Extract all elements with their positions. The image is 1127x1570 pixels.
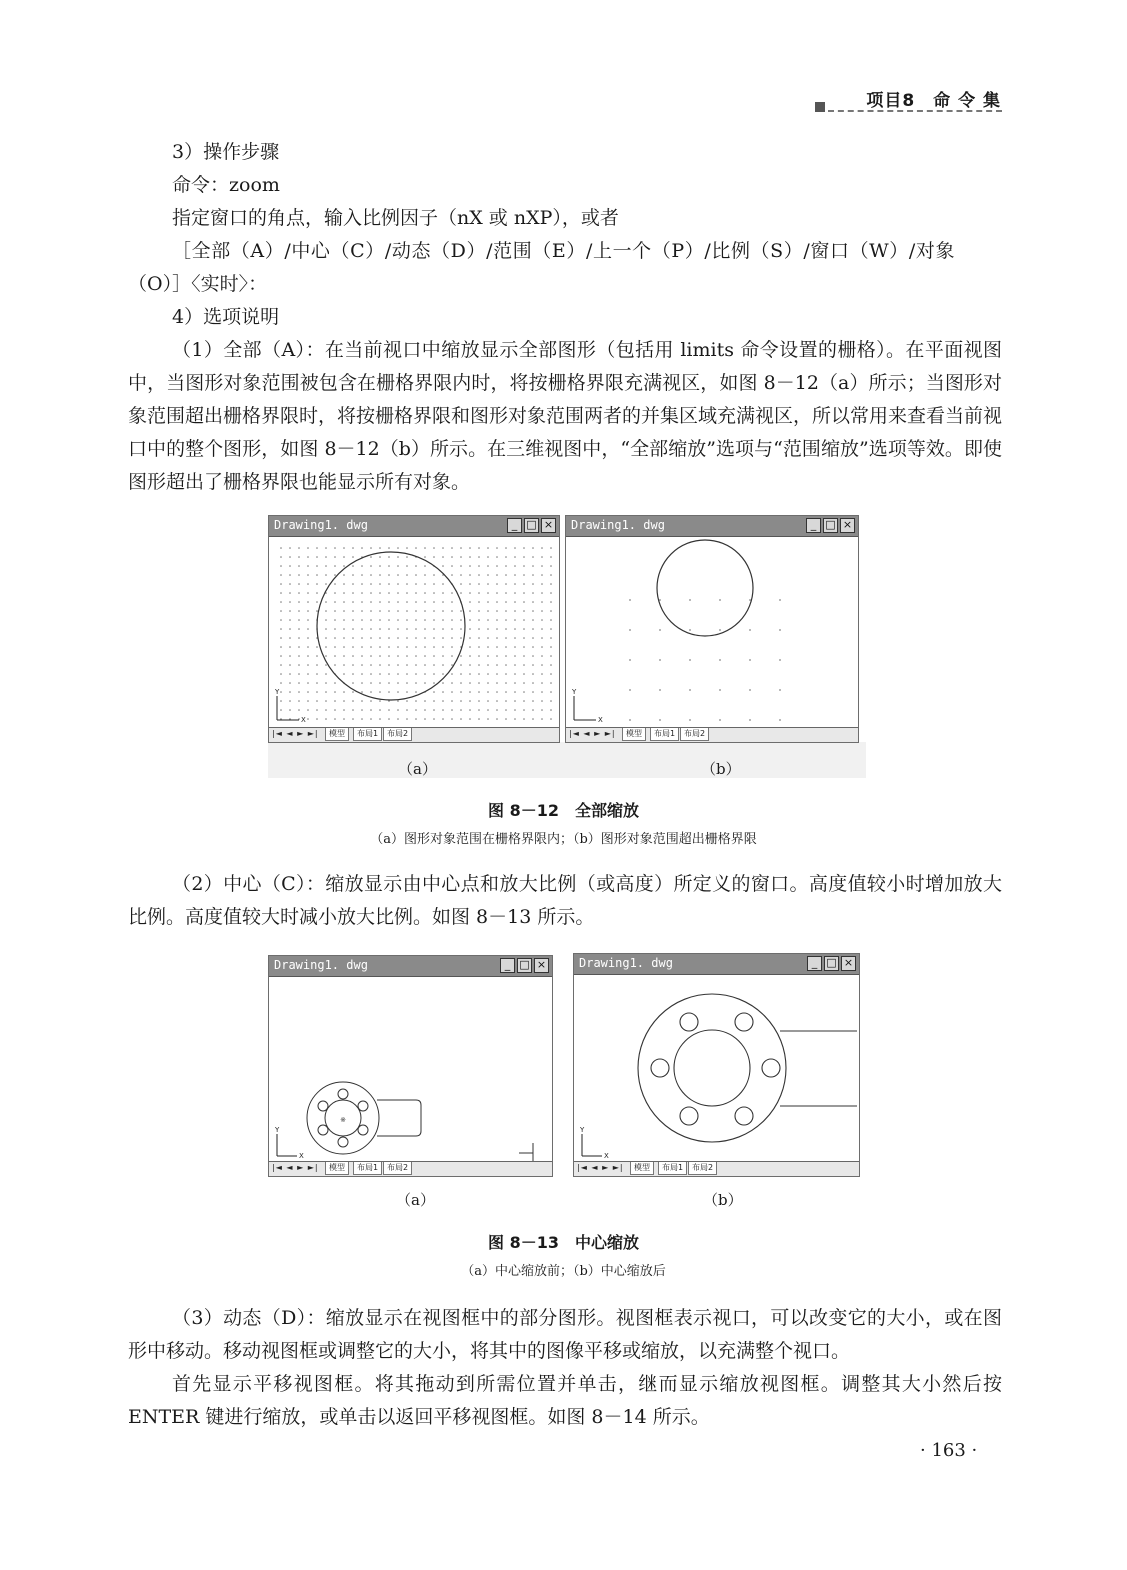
options-line-2: （O）］〈实时〉：	[128, 273, 268, 295]
maximize-button[interactable]: □	[524, 518, 539, 533]
close-button[interactable]: ×	[541, 518, 556, 533]
cad-window-a[interactable]	[268, 955, 553, 1177]
svg-text:Y: Y	[572, 688, 577, 696]
close-button[interactable]: ×	[841, 956, 856, 971]
figure-13-subtitle: （a）中心缩放前；（b）中心缩放后	[461, 1264, 666, 1279]
svg-text:Y: Y	[275, 688, 280, 696]
grid-dots	[608, 578, 808, 728]
figure-12a-label: （a）	[398, 760, 437, 778]
tab-navigation[interactable]: |◄ ◄ ► ►|	[272, 729, 319, 738]
paragraph-center: （2）中心（C）：缩放显示由中心点和放大比例（或高度）所定义的窗口。高度值较小时增加放大比例。高度值较大时减小放大比例。如图 8－13 所示。	[128, 873, 1002, 928]
flange-drawing	[638, 994, 857, 1142]
tab-layout2[interactable]: 布局2	[688, 1162, 717, 1175]
header-rule-marker	[815, 102, 825, 112]
figure-12-subtitle: （a）图形对象范围在栅格界限内；（b）图形对象范围超出栅格界限	[370, 832, 757, 847]
tab-layout2[interactable]: 布局2	[680, 728, 709, 741]
paragraph-first: 首先显示平移视图框。将其拖动到所需位置并单击，继而显示缩放视图框。调整其大小然后按 ENTER 键进行缩放，或单击以返回平移视图框。如图 8－14 所示。	[128, 1373, 1002, 1428]
svg-text:X: X	[598, 716, 603, 724]
ucs-icon	[571, 688, 603, 724]
prompt-line: 指定窗口的角点，输入比例因子（nX 或 nXP），或者	[172, 207, 619, 229]
svg-text:X: X	[299, 1152, 304, 1160]
tab-navigation[interactable]: |◄ ◄ ► ►|	[272, 1163, 319, 1172]
tab-model[interactable]: 模型	[622, 728, 646, 741]
layout-tabs	[269, 1161, 552, 1176]
maximize-button[interactable]: □	[824, 956, 839, 971]
tab-layout2[interactable]: 布局2	[383, 728, 412, 741]
page-number: · 163 ·	[920, 1440, 978, 1461]
tab-model[interactable]: 模型	[630, 1162, 654, 1175]
figure-background-band	[268, 742, 866, 778]
minimize-button[interactable]: _	[806, 518, 821, 533]
drawing-canvas[interactable]	[271, 538, 557, 728]
minimize-button[interactable]: _	[507, 518, 522, 533]
ucs-icon	[274, 1126, 304, 1160]
window-title: Drawing1. dwg	[571, 518, 665, 532]
tab-layout2[interactable]: 布局2	[383, 1162, 412, 1175]
drawing-canvas[interactable]	[271, 978, 550, 1162]
svg-text:X: X	[301, 716, 306, 724]
minimize-button[interactable]: _	[807, 956, 822, 971]
window-title-bar[interactable]	[574, 954, 859, 975]
svg-text:Y: Y	[580, 1126, 585, 1134]
window-title-bar[interactable]	[269, 516, 559, 537]
tab-navigation[interactable]: |◄ ◄ ► ►|	[577, 1163, 624, 1172]
window-title-bar[interactable]	[269, 956, 552, 977]
layout-tabs	[574, 1161, 859, 1176]
center-mark: ※	[340, 1116, 346, 1124]
tab-model[interactable]: 模型	[325, 1162, 349, 1175]
minimize-button[interactable]: _	[500, 958, 515, 973]
section4-heading: 4）选项说明	[172, 306, 280, 328]
close-button[interactable]: ×	[534, 958, 549, 973]
window-title: Drawing1. dwg	[579, 956, 673, 970]
layout-tabs	[566, 727, 858, 742]
cad-window-b[interactable]	[573, 953, 860, 1177]
layout-tabs	[269, 727, 559, 742]
cad-window-a[interactable]	[268, 515, 560, 743]
tab-layout1[interactable]: 布局1	[353, 728, 382, 741]
tab-layout1[interactable]: 布局1	[353, 1162, 382, 1175]
figure-13b-label: （b）	[703, 1191, 743, 1209]
window-title: Drawing1. dwg	[274, 958, 368, 972]
running-header: 项目8 命 令 集	[866, 91, 1001, 111]
cad-window-b[interactable]	[565, 515, 859, 743]
window-title: Drawing1. dwg	[274, 518, 368, 532]
figure-12b-label: （b）	[701, 760, 741, 778]
svg-text:X: X	[604, 1152, 609, 1160]
header-rule	[828, 110, 1002, 112]
options-line-1: ［全部（A）/中心（C）/动态（D）/范围（E）/上一个（P）/比例（S）/窗口（W）/对象	[172, 240, 956, 262]
svg-text:Y: Y	[275, 1126, 280, 1134]
section3-heading: 3）操作步骤	[172, 141, 280, 163]
figure-12-title: 图 8－12 全部缩放	[488, 801, 639, 820]
tab-layout1[interactable]: 布局1	[650, 728, 679, 741]
tab-model[interactable]: 模型	[325, 728, 349, 741]
figure-13a-label: （a）	[396, 1191, 435, 1209]
paragraph-dynamic: （3）动态（D）：缩放显示在视图框中的部分图形。视图框表示视口，可以改变它的大小，或在图形中移动。移动视图框或调整它的大小，将其中的图像平移或缩放，以充满整个视口。	[128, 1307, 1002, 1362]
close-button[interactable]: ×	[840, 518, 855, 533]
tab-layout1[interactable]: 布局1	[658, 1162, 687, 1175]
drawing-canvas[interactable]	[576, 976, 857, 1162]
maximize-button[interactable]: □	[517, 958, 532, 973]
tab-navigation[interactable]: |◄ ◄ ► ►|	[569, 729, 616, 738]
ucs-icon	[579, 1126, 609, 1160]
command-line: 命令：zoom	[172, 174, 280, 196]
window-title-bar[interactable]	[566, 516, 858, 537]
maximize-button[interactable]: □	[823, 518, 838, 533]
figure-13-title: 图 8－13 中心缩放	[488, 1233, 639, 1252]
paragraph-all: （1）全部（A）：在当前视口中缩放显示全部图形（包括用 limits 命令设置的栅格）。在平面视图中，当图形对象范围被包含在栅格界限内时，将按栅格界限充满视区，如图 8－12（a）所示；当图形对象范围超出栅格界限时，将按栅格界限和图形对象范围两者的并集区域充满视区，所以常用来查看当前视口中的整个图形，如图 8－12（b）所示。在三维视图中，“全部缩放”选项与“范围缩放”选项等效。即使图形超出了栅格界限也能显示所有对象。	[128, 339, 1003, 493]
drawing-canvas[interactable]	[568, 538, 856, 728]
